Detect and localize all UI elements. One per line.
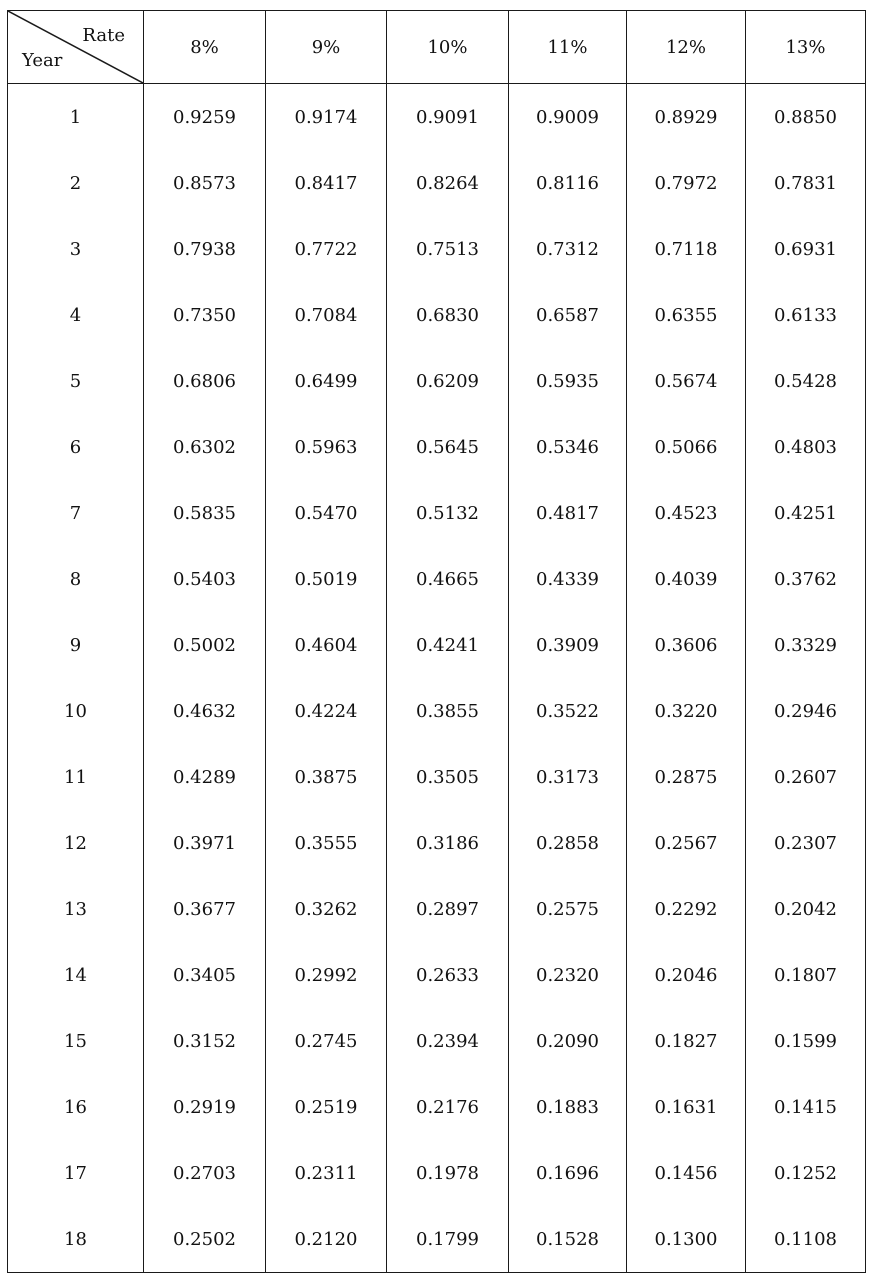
value-cell: 0.3555 — [266, 810, 387, 876]
value-cell: 0.2292 — [627, 876, 746, 942]
value-cell: 0.6931 — [746, 216, 866, 282]
table-row — [8, 876, 866, 942]
value-cell: 0.3855 — [387, 678, 509, 744]
year-cell: 18 — [8, 1206, 144, 1273]
year-cell: 11 — [8, 744, 144, 810]
value-cell: 0.2992 — [266, 942, 387, 1008]
value-cell: 0.2875 — [627, 744, 746, 810]
value-cell: 0.3762 — [746, 546, 866, 612]
value-cell: 0.4817 — [509, 480, 627, 546]
value-cell: 0.3173 — [509, 744, 627, 810]
table-row — [8, 942, 866, 1008]
value-cell: 0.5674 — [627, 348, 746, 414]
value-cell: 0.2919 — [144, 1074, 266, 1140]
value-cell: 0.4251 — [746, 480, 866, 546]
value-cell: 0.7831 — [746, 150, 866, 216]
table-row — [8, 414, 866, 480]
value-cell: 0.6355 — [627, 282, 746, 348]
value-cell: 0.4039 — [627, 546, 746, 612]
value-cell: 0.5403 — [144, 546, 266, 612]
value-cell: 0.2320 — [509, 942, 627, 1008]
value-cell: 0.2575 — [509, 876, 627, 942]
year-cell: 7 — [8, 480, 144, 546]
value-cell: 0.7938 — [144, 216, 266, 282]
year-cell: 14 — [8, 942, 144, 1008]
value-cell: 0.1696 — [509, 1140, 627, 1206]
value-cell: 0.6499 — [266, 348, 387, 414]
value-cell: 0.2745 — [266, 1008, 387, 1074]
value-cell: 0.3152 — [144, 1008, 266, 1074]
value-cell: 0.6302 — [144, 414, 266, 480]
value-cell: 0.3677 — [144, 876, 266, 942]
table-row — [8, 612, 866, 678]
year-cell: 17 — [8, 1140, 144, 1206]
value-cell: 0.2607 — [746, 744, 866, 810]
value-cell: 0.3606 — [627, 612, 746, 678]
value-cell: 0.2394 — [387, 1008, 509, 1074]
value-cell: 0.1807 — [746, 942, 866, 1008]
value-cell: 0.4665 — [387, 546, 509, 612]
year-label: Year — [22, 50, 63, 71]
value-cell: 0.4604 — [266, 612, 387, 678]
rate-header-cell: 11% — [509, 11, 627, 84]
value-cell: 0.1456 — [627, 1140, 746, 1206]
value-cell: 0.8116 — [509, 150, 627, 216]
value-cell: 0.2567 — [627, 810, 746, 876]
value-cell: 0.7722 — [266, 216, 387, 282]
value-cell: 0.7513 — [387, 216, 509, 282]
value-cell: 0.1415 — [746, 1074, 866, 1140]
table-row — [8, 1140, 866, 1206]
value-cell: 0.4241 — [387, 612, 509, 678]
value-cell: 0.2946 — [746, 678, 866, 744]
value-cell: 0.7118 — [627, 216, 746, 282]
value-cell: 0.4803 — [746, 414, 866, 480]
table-row — [8, 810, 866, 876]
value-cell: 0.3505 — [387, 744, 509, 810]
value-cell: 0.5963 — [266, 414, 387, 480]
value-cell: 0.2858 — [509, 810, 627, 876]
year-cell: 16 — [8, 1074, 144, 1140]
value-cell: 0.2120 — [266, 1206, 387, 1273]
value-cell: 0.9091 — [387, 84, 509, 151]
value-cell: 0.7312 — [509, 216, 627, 282]
value-cell: 0.2042 — [746, 876, 866, 942]
value-cell: 0.1252 — [746, 1140, 866, 1206]
year-cell: 13 — [8, 876, 144, 942]
value-cell: 0.5019 — [266, 546, 387, 612]
value-cell: 0.2311 — [266, 1140, 387, 1206]
rate-header-cell: 10% — [387, 11, 509, 84]
value-cell: 0.5132 — [387, 480, 509, 546]
value-cell: 0.4224 — [266, 678, 387, 744]
value-cell: 0.3186 — [387, 810, 509, 876]
table-row — [8, 1206, 866, 1273]
year-cell: 6 — [8, 414, 144, 480]
value-cell: 0.2502 — [144, 1206, 266, 1273]
value-cell: 0.1883 — [509, 1074, 627, 1140]
value-cell: 0.4523 — [627, 480, 746, 546]
value-cell: 0.3875 — [266, 744, 387, 810]
table-row — [8, 348, 866, 414]
year-cell: 12 — [8, 810, 144, 876]
value-cell: 0.8264 — [387, 150, 509, 216]
value-cell: 0.8929 — [627, 84, 746, 151]
table-body — [8, 84, 866, 1273]
value-cell: 0.6209 — [387, 348, 509, 414]
value-cell: 0.5428 — [746, 348, 866, 414]
value-cell: 0.6830 — [387, 282, 509, 348]
value-cell: 0.2176 — [387, 1074, 509, 1140]
table-row — [8, 546, 866, 612]
value-cell: 0.9009 — [509, 84, 627, 151]
value-cell: 0.1599 — [746, 1008, 866, 1074]
value-cell: 0.3405 — [144, 942, 266, 1008]
value-cell: 0.6806 — [144, 348, 266, 414]
value-cell: 0.3909 — [509, 612, 627, 678]
value-cell: 0.5835 — [144, 480, 266, 546]
table-row — [8, 84, 866, 151]
table-row — [8, 282, 866, 348]
value-cell: 0.3522 — [509, 678, 627, 744]
value-cell: 0.7084 — [266, 282, 387, 348]
value-cell: 0.2633 — [387, 942, 509, 1008]
table-row — [8, 744, 866, 810]
rate-label: Rate — [82, 25, 125, 46]
rate-header-cell: 13% — [746, 11, 866, 84]
value-cell: 0.1978 — [387, 1140, 509, 1206]
value-cell: 0.1528 — [509, 1206, 627, 1273]
value-cell: 0.9174 — [266, 84, 387, 151]
year-cell: 3 — [8, 216, 144, 282]
value-cell: 0.2090 — [509, 1008, 627, 1074]
rate-header-cell: 12% — [627, 11, 746, 84]
value-cell: 0.4339 — [509, 546, 627, 612]
value-cell: 0.8573 — [144, 150, 266, 216]
value-cell: 0.3220 — [627, 678, 746, 744]
value-cell: 0.5002 — [144, 612, 266, 678]
value-cell: 0.4632 — [144, 678, 266, 744]
value-cell: 0.7350 — [144, 282, 266, 348]
table-row — [8, 1074, 866, 1140]
value-cell: 0.1827 — [627, 1008, 746, 1074]
value-cell: 0.5935 — [509, 348, 627, 414]
value-cell: 0.8417 — [266, 150, 387, 216]
value-cell: 0.5470 — [266, 480, 387, 546]
diagonal-divider — [8, 11, 143, 83]
value-cell: 0.7972 — [627, 150, 746, 216]
rate-header-cell: 8% — [144, 11, 266, 84]
table-row — [8, 216, 866, 282]
value-cell: 0.2703 — [144, 1140, 266, 1206]
value-cell: 0.1799 — [387, 1206, 509, 1273]
value-cell: 0.5645 — [387, 414, 509, 480]
value-cell: 0.1300 — [627, 1206, 746, 1273]
year-cell: 4 — [8, 282, 144, 348]
value-cell: 0.6587 — [509, 282, 627, 348]
table-row — [8, 678, 866, 744]
table-row — [8, 1008, 866, 1074]
value-cell: 0.1631 — [627, 1074, 746, 1140]
value-cell: 0.4289 — [144, 744, 266, 810]
value-cell: 0.3971 — [144, 810, 266, 876]
table-header — [8, 11, 866, 84]
rate-header-cell: 9% — [266, 11, 387, 84]
value-cell: 0.3329 — [746, 612, 866, 678]
value-cell: 0.6133 — [746, 282, 866, 348]
value-cell: 0.5066 — [627, 414, 746, 480]
year-cell: 5 — [8, 348, 144, 414]
value-cell: 0.2046 — [627, 942, 746, 1008]
value-cell: 0.1108 — [746, 1206, 866, 1273]
year-cell: 10 — [8, 678, 144, 744]
corner-header-cell — [8, 11, 144, 84]
value-cell: 0.8850 — [746, 84, 866, 151]
year-cell: 1 — [8, 84, 144, 151]
year-cell: 8 — [8, 546, 144, 612]
value-cell: 0.9259 — [144, 84, 266, 151]
value-cell: 0.3262 — [266, 876, 387, 942]
year-cell: 2 — [8, 150, 144, 216]
table-row — [8, 480, 866, 546]
value-cell: 0.2519 — [266, 1074, 387, 1140]
year-cell: 15 — [8, 1008, 144, 1074]
table-row — [8, 150, 866, 216]
year-cell: 9 — [8, 612, 144, 678]
present-value-table — [7, 10, 866, 1273]
header-row — [8, 11, 866, 84]
value-cell: 0.5346 — [509, 414, 627, 480]
value-cell: 0.2897 — [387, 876, 509, 942]
value-cell: 0.2307 — [746, 810, 866, 876]
